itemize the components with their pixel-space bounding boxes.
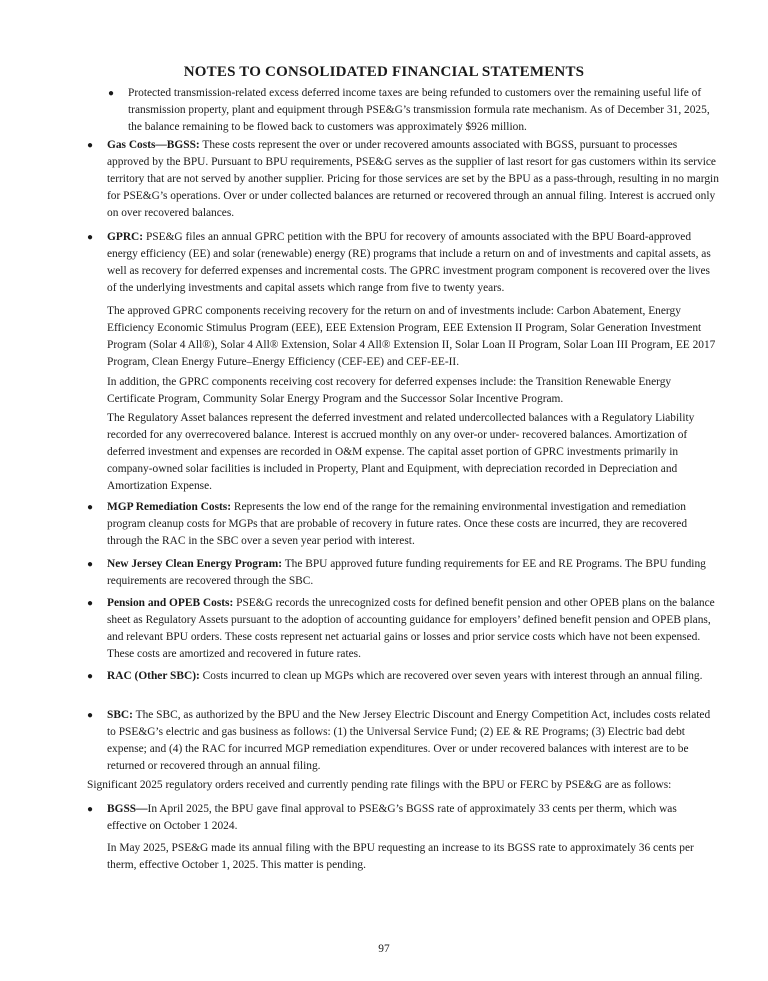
gprc-paragraph-3: In addition, the GPRC components receiving cost recovery for deferred expenses include: the Transition Renewable Energy Certificate Program, Community Solar Energy Program and the Successor Solar Incentive Program. (107, 376, 672, 405)
item-text: In April 2025, the BPU gave final approval to PSE&G’s BGSS rate of approximately 33 cents per therm, which was effective on October 1 2024. (107, 803, 677, 832)
pension-item (107, 595, 719, 663)
mgp-item (107, 499, 719, 550)
gprc-item (107, 229, 719, 297)
sub-bullet-paragraph: Protected transmission-related excess deferred income taxes are being refunded to customers over the remaining useful life of transmission property, plant and equipment through PSE&G’s transmission formula rate mechanism. As of December 31, 2025, the balance remaining to be flowed back to customers was approximately $926 million. (128, 87, 710, 133)
njcep-item (107, 556, 719, 590)
bullet-icon: ● (87, 598, 94, 609)
bullet-icon: ● (87, 804, 94, 815)
item-text: The BPU approved future funding requirements for EE and RE Programs. The BPU funding requirements are recovered through the SBC. (107, 558, 706, 587)
rac-item (107, 668, 719, 685)
item-label: New Jersey Clean Energy Program: (107, 558, 283, 570)
item-label: Gas Costs—BGSS: (107, 139, 200, 151)
bgss-item (107, 801, 719, 835)
item-label: BGSS— (107, 803, 148, 815)
bullet-icon: ● (87, 502, 94, 513)
gas-costs-item (107, 137, 719, 222)
significant-orders-paragraph: Significant 2025 regulatory orders received and currently pending rate filings with the BPU or FERC by PSE&G are as follows: (87, 779, 672, 791)
sbc-item (107, 707, 719, 775)
bullet-icon: ● (108, 88, 115, 99)
item-text: The SBC, as authorized by the BPU and the New Jersey Electric Discount and Energy Competition Act, includes costs related to PSE&G’s electric and gas business as follows: (1) the Universal Service Fund; (2) EE & RE Programs; (3) Electric bad debt expense; and (4) the RAC for incurred MGP remediation expenditures. Over or under recovered balances with interest are to be returned or recovered through an annual filing. (107, 709, 711, 772)
item-label: GPRC: (107, 231, 144, 243)
item-label: Pension and OPEB Costs: (107, 597, 234, 609)
item-text: PSE&G records the unrecognized costs for defined benefit pension and other OPEB plans on the balance sheet as Regulatory Assets pursuant to the adoption of accounting guidance for employers’ defined benefit pension and OPEB plans, and relevant BPU orders. These costs represent net actuarial gains or losses and prior service costs which have not been expensed. These costs are amortized and recovered in future rates. (107, 597, 715, 660)
bullet-icon: ● (87, 140, 94, 151)
gprc-paragraph-2: The approved GPRC components receiving recovery for the return on and of investments include: Carbon Abatement, Energy Efficiency Economic Stimulus Program (EEE), EEE Extension Program, EEE Extension II Program, Solar Generation Investment Program (Solar 4 All®), Solar 4 All® Extension, Solar 4 All® Extension II, Solar Loan II Program, Solar Loan III Program, EE 2017 Program, Clean Energy Future–Energy Efficiency (CEF-EE) and CEF-EE-II. (107, 305, 716, 368)
item-label: MGP Remediation Costs: (107, 501, 232, 513)
bullet-icon: ● (87, 710, 94, 721)
item-text: PSE&G files an annual GPRC petition with the BPU for recovery of amounts associated with the BPU Board-approved energy efficiency (EE) and solar (renewable) energy (RE) programs that include a return on and of investments and capital assets, as well as recovery for deferred expenses and incremental costs. The GPRC investment program component is recovered over the lives of the underlying investments and capital assets which range from five to twenty years. (107, 231, 711, 294)
page-title: NOTES TO CONSOLIDATED FINANCIAL STATEMENTS (183, 64, 585, 80)
gprc-paragraph-4: The Regulatory Asset balances represent the deferred investment and related undercollected balances with a Regulatory Liability recorded for any overrecovered balance. Interest is accrued monthly on any over-or under- recovered balances. Amortization of deferred investment and expenses are recorded in O&M expense. The capital asset portion of GPRC investments primarily in company-owned solar facilities is included in Property, Plant and Equipment, with depreciation recorded in Depreciation and Amortization Expense. (107, 412, 695, 492)
bullet-icon: ● (87, 671, 94, 682)
bullet-icon: ● (87, 232, 94, 243)
bgss-paragraph-2: In May 2025, PSE&G made its annual filing with the BPU requesting an increase to its BGSS rate to approximately 36 cents per therm, effective October 1, 2025. This matter is pending. (107, 842, 694, 871)
item-label: RAC (Other SBC): (107, 670, 200, 682)
item-text: Represents the low end of the range for the remaining environmental investigation and remediation program cleanup costs for MGPs that are probable of recovery in future rates. Once these costs are incurred, they are recovered through the RAC in the SBC over a seven year period with interest. (107, 501, 688, 547)
bullet-icon: ● (87, 559, 94, 570)
item-text: Costs incurred to clean up MGPs which are recovered over seven years with interest through an annual filing. (202, 670, 703, 682)
item-text: These costs represent the over or under recovered amounts associated with BGSS, pursuant to processes approved by the BPU. Pursuant to BPU requirements, PSE&G serves as the supplier of last resort for gas customers within its service territory that are not served by another supplier. Pricing for those services are set by the BPU as a pass-through, resulting in no margin for PSE&G’s operations. Over or under collected balances are returned or recovered through an annual filing. Interest is accrued only on over recovered balances. (107, 139, 719, 219)
item-label: SBC: (107, 709, 133, 721)
page-number: 97 (378, 943, 390, 955)
